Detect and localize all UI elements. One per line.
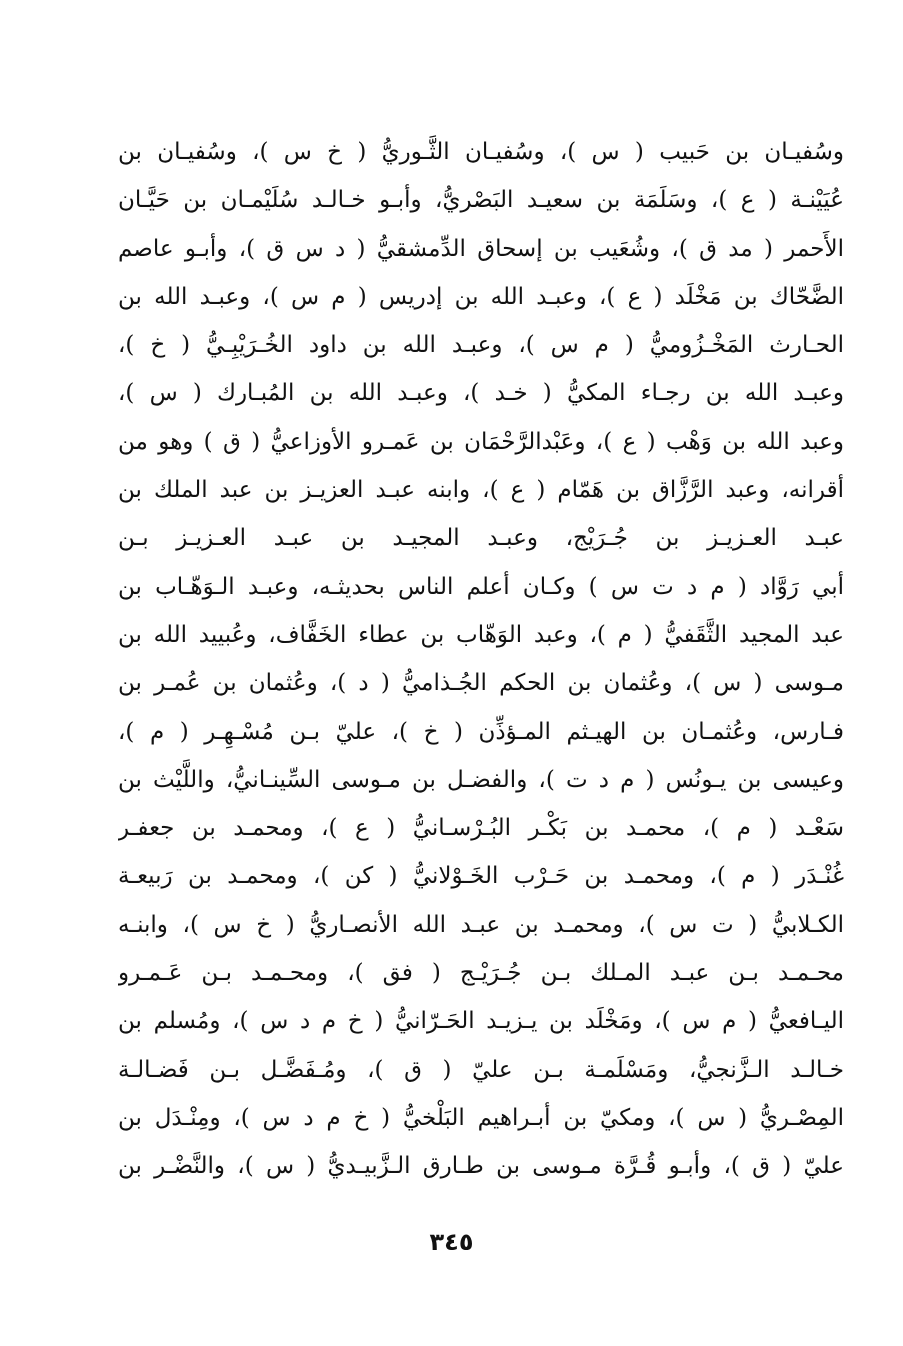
text-line: وعيسى بن يـونُس ( م د ت )، والفضـل بن مـوسى السِّينـانيُّ، واللَّيْث بن <box>118 766 844 793</box>
text-line: أقرانه، وعبد الرَّزَّاق بن هَمّام ( ع )، وابنه عبـد العزيـز بن عبد الملك بن <box>118 477 844 504</box>
text-line: محـمـد بـن عبـد المـلك بـن جُـرَيْـج ( فق )، ومحـمـد بـن عَـمـرو <box>118 960 844 987</box>
text-line: الضَّحّاك بن مَخْلَد ( ع )، وعبـد الله بن إدريس ( م س )، وعبـد الله بن <box>118 283 844 310</box>
text-line: سَعْـد ( م )، محمـد بن بَكْـر البُـرْسـانيُّ ( ع )، ومحمـد بن جعفـر <box>118 815 844 842</box>
text-line: الأَحمر ( مد ق )، وشُعَيب بن إسحاق الدِّمشقيُّ ( د س ق )، وأبـو عاصم <box>118 235 844 262</box>
text-line: وعبـد الله بن رجـاء المكيُّ ( خـد )، وعبـد الله بن المُبـارك ( س )، <box>118 380 844 407</box>
text-line: عبد المجيد الثَّقَفيُّ ( م )، وعبد الوَهّاب بن عطاء الخَفَّاف، وعُبييد الله بن <box>118 621 844 648</box>
text-line: خـالـد الـزَّنجيُّ، ومَسْلَمـة بـن عليّ ( ق )، ومُـفَضَّـل بـن فَضـالـة <box>118 1056 844 1083</box>
text-line: عليّ ( ق )، وأبـو قُـرَّة مـوسى بن طـارق الـزَّبيـديُّ ( س )، والنَّضْـر بن <box>118 1153 844 1180</box>
text-line: الحـارث المَخْـزُوميُّ ( م س )، وعبـد الله بن داود الخُـرَيْبِـيُّ ( خ )، <box>118 332 844 359</box>
text-line: اليـافعيُّ ( م س )، ومَخْلَد بن يـزيـد الحَـرّانيُّ ( خ م د س )، ومُسلم بن <box>118 1008 844 1035</box>
text-line: فـارس، وعُثمـان بن الهيـثم المـؤذِّن ( خ )، عليّ بـن مُسْـهِـر ( م )، <box>118 718 844 745</box>
page-number: ٣٤٥ <box>429 1228 474 1256</box>
text-line: عبـد العـزيـز بن جُـرَيْج، وعبـد المجيـد بن عبـد العـزيـز بـن <box>118 525 844 552</box>
text-line: أبي رَوَّاد ( م د ت س ) وكـان أعلم الناس بحديثـه، وعبـد الـوَهّـاب بن <box>118 573 844 600</box>
text-line: الكـلابيُّ ( ت س )، ومحمـد بن عبـد الله الأنصـاريُّ ( خ س )، وابنـه <box>118 911 844 938</box>
text-line: وسُفيـان بن حَبيب ( س )، وسُفيـان الثَّـوريُّ ( خ س )، وسُفيـان بن <box>118 139 844 165</box>
text-line: وعبد الله بن وَهْب ( ع )، وعَبْدالرَّحْمَان بن عَمـرو الأوزاعيُّ ( ق ) وهو من <box>118 428 844 455</box>
text-line: غُنْـدَر ( م )، ومحمـد بن حَـرْب الخَـوْلانيُّ ( كن )، ومحمـد بن رَبيعـة <box>118 863 844 890</box>
body-text <box>118 128 844 1191</box>
text-line: عُيَيْنـة ( ع )، وسَلَمَة بن سعيـد البَصْريُّ، وأبـو خـالـد سُلَيْمـان بن حَيَّـان <box>118 187 844 214</box>
text-line: المِصْـريُّ ( س )، ومكيّ بن أبـراهيم البَلْخيُّ ( خ م د س )، ومِنْـدَل بن <box>118 1104 844 1131</box>
text-line: مـوسى ( س )، وعُثمان بن الحكم الجُـذاميُّ ( د )، وعُثمان بن عُمـر بن <box>118 670 844 697</box>
